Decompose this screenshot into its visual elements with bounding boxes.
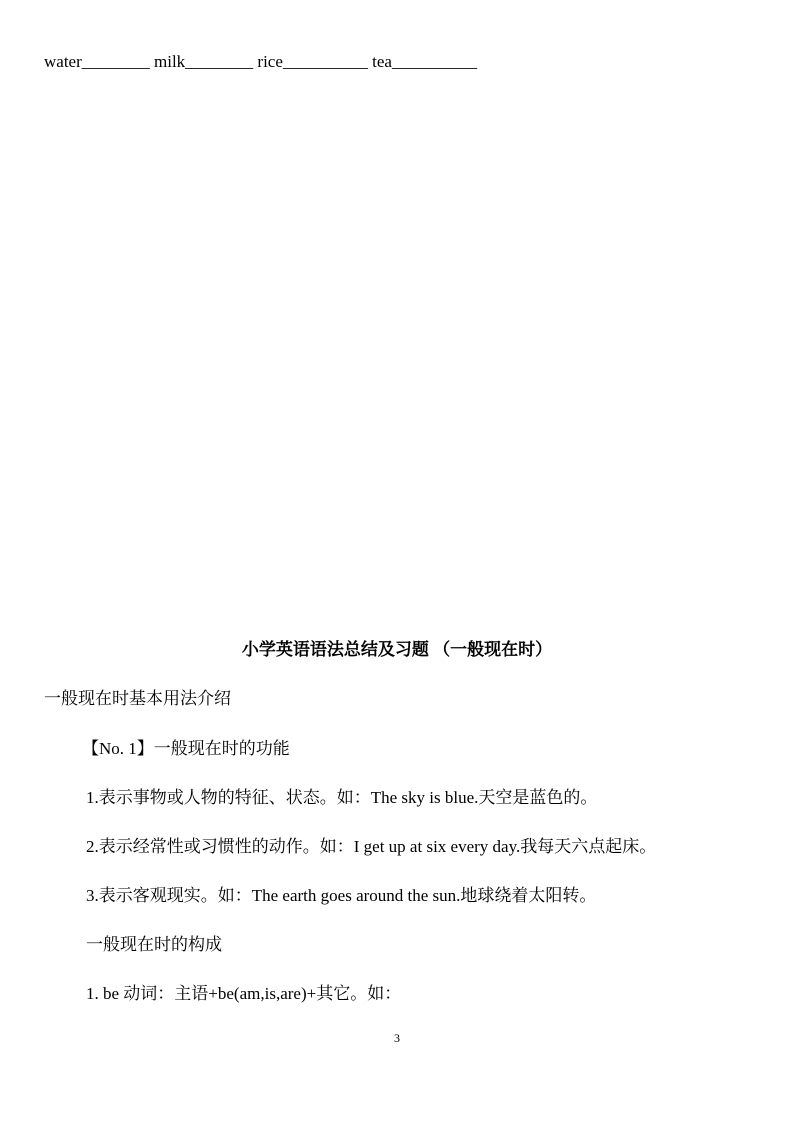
vocabulary-fill-in-line: water________ milk________ rice__________ tea__________ [44,52,477,71]
no1-heading: 【No. 1】一般现在时的功能 [82,739,290,758]
structure-item-be-verb: 1. be 动词：主语+be(am,is,are)+其它。如： [86,984,402,1003]
section-heading-structure: 一般现在时的构成 [86,935,222,954]
function-item-2: 2.表示经常性或习惯性的动作。如：I get up at six every day.我每天六点起床。 [86,837,657,856]
page-number: 3 [394,1031,400,1045]
section-heading-usage: 一般现在时基本用法介绍 [44,689,231,708]
function-item-1: 1.表示事物或人物的特征、状态。如：The sky is blue.天空是蓝色的。 [86,788,598,807]
document-title: 小学英语语法总结及习题 （一般现在时） [241,640,553,659]
function-item-3: 3.表示客观现实。如：The earth goes around the sun.地球绕着太阳转。 [86,886,597,905]
